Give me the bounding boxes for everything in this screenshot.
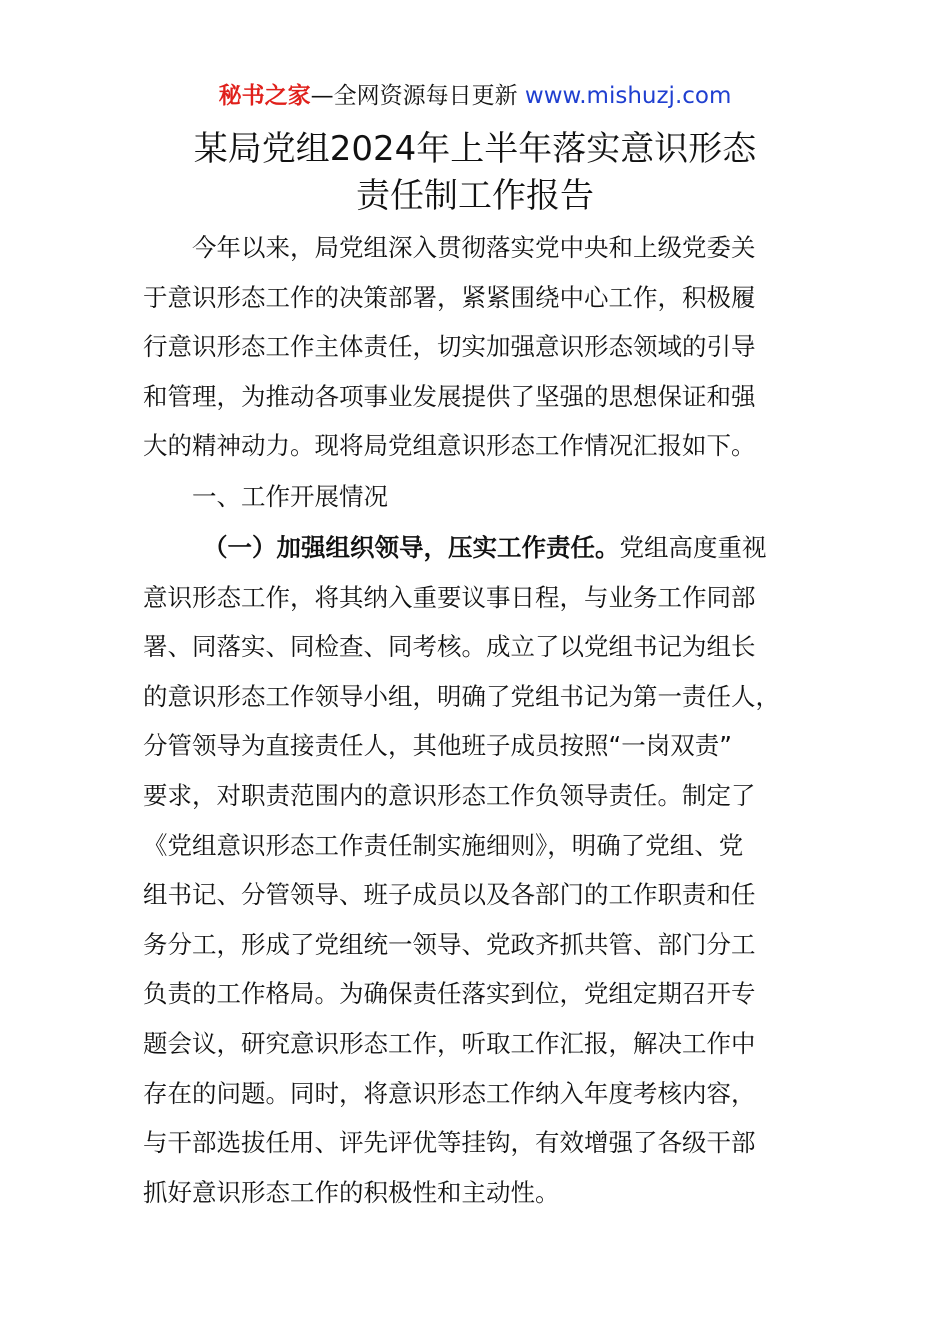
- header-tagline: —全网资源每日更新: [310, 83, 525, 109]
- paragraph-line: 存在的问题。同时，将意识形态工作纳入年度考核内容，: [143, 1078, 756, 1108]
- paragraph-line: 的意识形态工作领导小组，明确了党组书记为第一责任人，: [143, 681, 780, 711]
- paragraph-line: 与干部选拔任用、评先评优等挂钩，有效增强了各级干部: [143, 1128, 756, 1158]
- intro-line: 大的精神动力。现将局党组意识形态工作情况汇报如下。: [143, 431, 756, 461]
- intro-line: 和管理，为推动各项事业发展提供了坚强的思想保证和强: [143, 381, 756, 411]
- brand-name: 秘书之家: [218, 83, 311, 109]
- subsection-first-line-rest: 党组高度重视: [619, 532, 767, 562]
- intro-line: 今年以来，局党组深入贯彻落实党中央和上级党委关: [192, 233, 756, 262]
- subsection-first-line: [143, 523, 823, 573]
- site-url: www.mishuzj.com: [524, 83, 732, 109]
- intro-line: 行意识形态工作主体责任，切实加强意识形态领域的引导: [143, 332, 756, 362]
- document-body: [143, 223, 823, 1217]
- document-title: [0, 126, 950, 220]
- paragraph-line: 抓好意识形态工作的积极性和主动性。: [143, 1177, 560, 1207]
- paragraph-line: 署、同落实、同检查、同考核。成立了以党组书记为组长: [143, 632, 756, 662]
- intro-line: 于意识形态工作的决策部署，紧紧围绕中心工作，积极履: [143, 282, 756, 312]
- paragraph-line: 题会议，研究意识形态工作，听取工作汇报，解决工作中: [143, 1028, 756, 1058]
- paragraph-line: 组书记、分管领导、班子成员以及各部门的工作职责和任: [143, 880, 756, 910]
- paragraph-line: 务分工，形成了党组统一领导、党政齐抓共管、部门分工: [143, 929, 756, 959]
- paragraph-line: 负责的工作格局。为确保责任落实到位，党组定期召开专: [143, 979, 756, 1009]
- paragraph-line: 《党组意识形态工作责任制实施细则》，明确了党组、党: [143, 830, 744, 860]
- paragraph-line: 分管领导为直接责任人，其他班子成员按照“一岗双责”: [143, 731, 732, 761]
- paragraph-line: 意识形态工作，将其纳入重要议事日程，与业务工作同部: [143, 582, 756, 612]
- title-line-1: 某局党组2024年上半年落实意识形态: [193, 129, 757, 169]
- subsection-bold-lead: （一）加强组织领导，压实工作责任。: [203, 532, 620, 562]
- watermark-header: [0, 80, 950, 112]
- title-line-2: 责任制工作报告: [356, 176, 594, 216]
- paragraph-line: 要求，对职责范围内的意识形态工作负领导责任。制定了: [143, 780, 756, 810]
- section-heading: 一、工作开展情况: [192, 481, 388, 511]
